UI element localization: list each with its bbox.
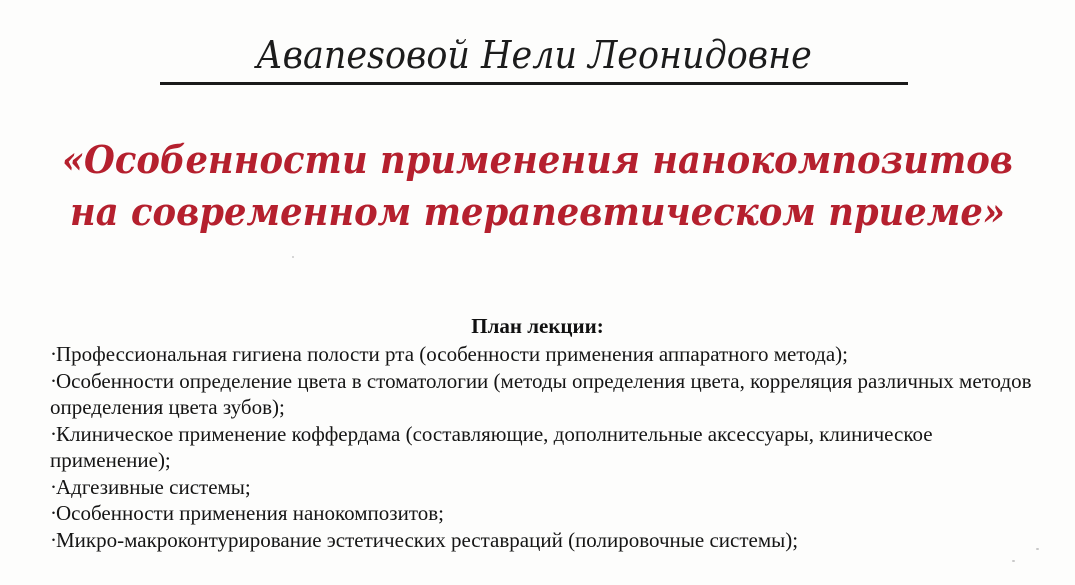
plan-item [50,421,1050,474]
bullet-dot: · [50,527,57,552]
scan-speck [1012,560,1015,562]
bullet-dot: · [50,474,57,499]
lecture-title-line-2: на современном терапевтическом приеме» [70,189,1005,234]
plan-item-text: Особенности определение цвета в стоматологии (методы определения цвета, корреляция различных методов определения цвета зубов); [50,368,1032,419]
plan-item-text: Адгезивные системы; [56,474,251,499]
plan-item-text: Микро-макроконтурирование эстетических реставраций (полировочные системы); [56,527,799,552]
plan-list [50,341,1050,553]
plan-item [50,500,1050,527]
scan-speck [292,256,294,258]
bullet-dot: · [50,368,57,393]
plan-item [50,368,1050,421]
plan-item [50,474,1050,501]
plan-heading: План лекции: [471,314,604,338]
plan-item-text: Особенности применения нанокомпозитов; [56,501,444,525]
bullet-dot: · [50,421,57,446]
lecture-title-line-1: «Особенности применения нанокомпозитов [61,137,1014,182]
plan-item [50,341,1050,368]
plan-item-text: Клиническое применение коффердама (составляющие, дополнительные аксессуары, клиническое применение); [50,421,933,472]
bullet-dot: · [50,342,57,366]
recipient-name-line [160,28,908,85]
lecture-title [0,134,1075,238]
plan-item-text: Профессиональная гигиена полости рта (особенности применения аппаратного метода); [56,342,848,366]
scan-speck [1036,548,1039,550]
plan-item [50,527,1050,554]
recipient-name: Авanesовой Нели Леонидовне [256,33,812,77]
bullet-dot: · [50,501,57,525]
